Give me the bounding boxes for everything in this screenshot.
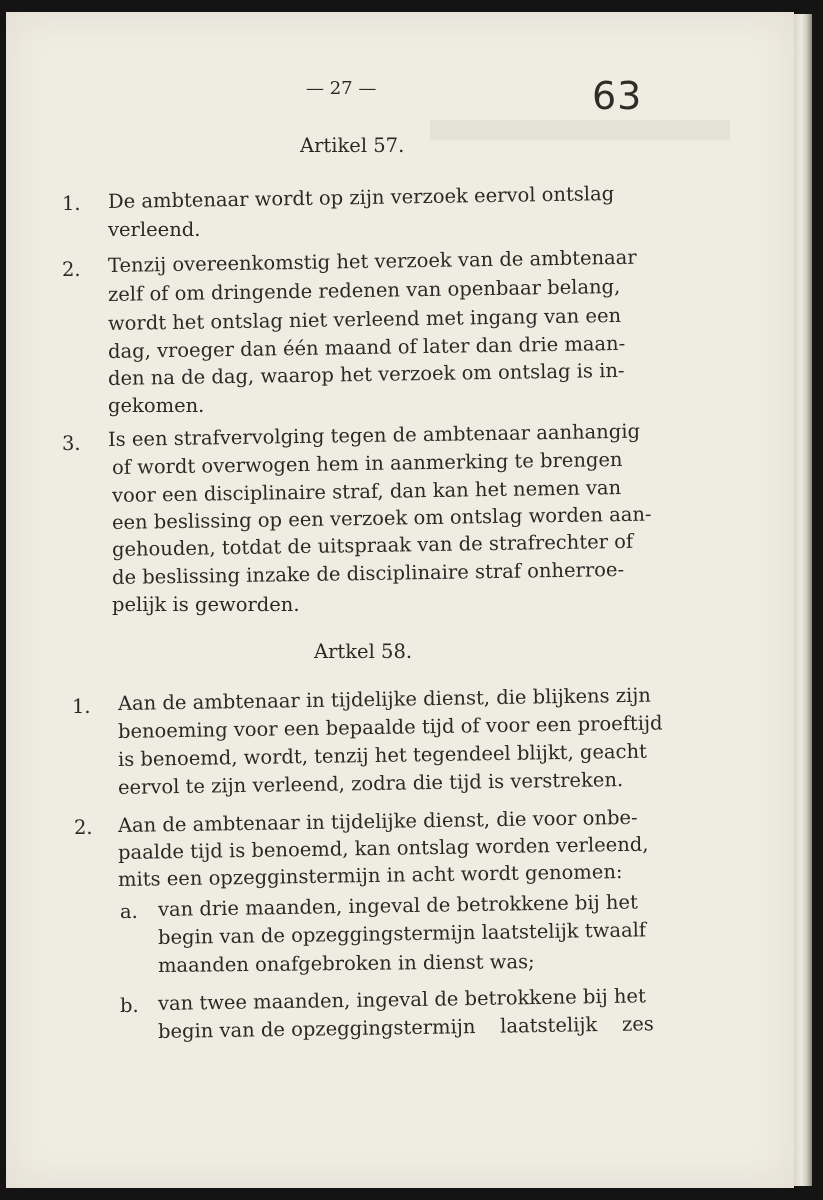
article-58-subitem-a-line: van drie maanden, ingeval de betrokkene bij het xyxy=(157,890,638,921)
article-57-item-2-line: gekomen. xyxy=(108,394,205,417)
article-58-subitem-b-line: van twee maanden, ingeval de betrokkene bij het xyxy=(157,984,647,1015)
article-57-item-3-line: gehouden, totdat de uitspraak van de strafrechter of xyxy=(111,529,634,561)
article-58-heading: Artkel 58. xyxy=(314,640,413,663)
article-58-subitem-a-line: begin van de opzeggingstermijn laatstelijk twaalf xyxy=(157,918,647,949)
show-through-shadow xyxy=(430,120,730,140)
article-58-item-1-line: is benoemd, wordt, tenzij het tegendeel blijkt, geacht xyxy=(117,739,648,771)
article-58-item-2-line: Aan de ambtenaar in tijdelijke dienst, die voor onbe- xyxy=(117,805,638,837)
article-57-item-2-number: 2. xyxy=(62,258,81,281)
article-58-subitem-a-line: maanden onafgebroken in dienst was; xyxy=(157,950,535,977)
article-58-item-1-line: Aan de ambtenaar in tijdelijke dienst, die blijkens zijn xyxy=(117,683,652,715)
article-57-item-3-number: 3. xyxy=(62,432,81,455)
article-57-item-3-line: de beslissing inzake de disciplinaire straf onherroe- xyxy=(111,557,625,589)
article-57-item-3-line: voor een disciplinaire straf, dan kan het nemen van xyxy=(111,476,622,507)
article-57-item-2-line: den na de dag, waarop het verzoek om ontslag is in- xyxy=(107,358,625,390)
article-58-item-2-line: paalde tijd is benoemd, kan ontslag worden verleend, xyxy=(117,832,649,864)
article-57-item-3-line: een beslissing op een verzoek om ontslag worden aan- xyxy=(111,502,652,534)
article-57-heading: Artikel 57. xyxy=(300,134,405,157)
article-57-item-2-line: zelf of om dringende redenen van openbaar belang, xyxy=(107,274,621,306)
article-57-item-1-line: verleend. xyxy=(108,218,201,241)
article-57-item-2-line: Tenzij overeenkomstig het verzoek van de ambtenaar xyxy=(107,245,637,277)
page-edge xyxy=(794,14,812,1186)
article-58-item-1-number: 1. xyxy=(72,695,91,718)
article-58-subitem-b-number: b. xyxy=(120,994,139,1017)
article-58-item-2-number: 2. xyxy=(74,816,93,839)
article-57-item-2-line: dag, vroeger dan één maand of later dan drie maan- xyxy=(107,331,626,363)
page-number: — 27 — xyxy=(306,78,377,99)
article-58-subitem-b-line: begin van de opzeggingstermijn laatstelijk zes xyxy=(157,1012,655,1043)
article-57-item-3-line: Is een strafvervolging tegen de ambtenaar aanhangig xyxy=(107,419,641,451)
article-57-item-3-line: pelijk is geworden. xyxy=(112,593,300,616)
article-57-item-1-line: De ambtenaar wordt op zijn verzoek eervol ontslag xyxy=(107,182,615,213)
stamp-number: 63 xyxy=(592,74,643,118)
article-57-item-1-number: 1. xyxy=(62,192,81,215)
article-58-item-2-line: mits een opzegginstermijn in acht wordt genomen: xyxy=(117,860,623,891)
article-57-item-3-line: of wordt overwogen hem in aanmerking te brengen xyxy=(111,447,623,479)
article-58-item-1-line: benoeming voor een bepaalde tijd of voor een proeftijd xyxy=(117,711,663,743)
article-58-item-1-line: eervol te zijn verleend, zodra die tijd is verstreken. xyxy=(117,768,624,799)
article-58-subitem-a-number: a. xyxy=(120,900,138,923)
article-57-item-2-line: wordt het ontslag niet verleend met ingang van een xyxy=(107,303,622,335)
